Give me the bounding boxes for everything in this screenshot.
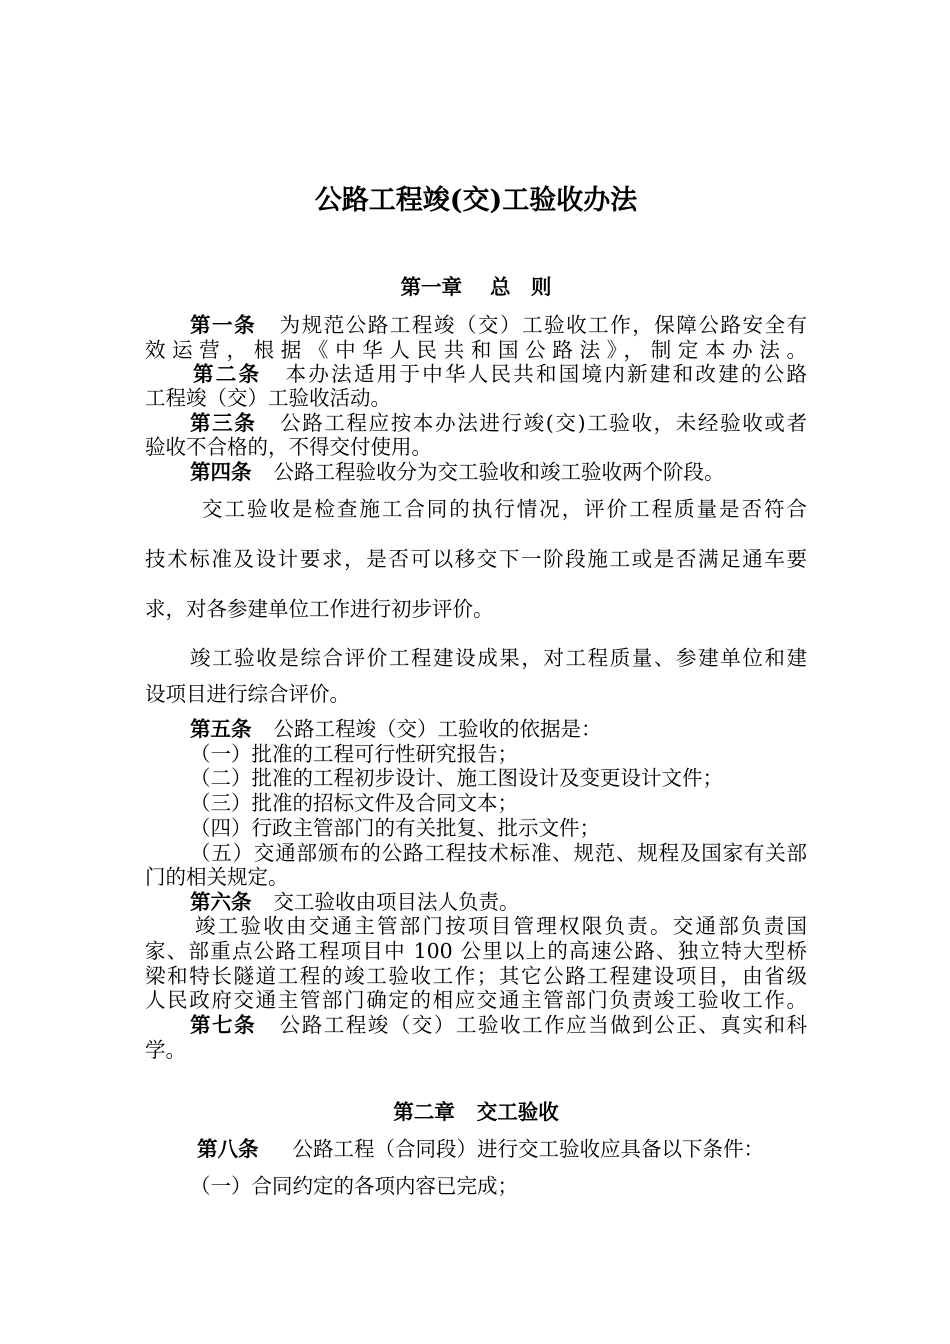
article-3-line-2: 验收不合格的，不得交付使用。 xyxy=(145,435,432,459)
chapter-2-name: 交工验收 xyxy=(476,1100,559,1124)
article-7-line-2: 学。 xyxy=(145,1038,186,1062)
chapter-2-heading xyxy=(145,1099,807,1125)
article-4-para-1-line-3: 求，对各参建单位工作进行初步评价。 xyxy=(145,597,494,621)
article-2-label: 第二条 xyxy=(193,362,262,386)
article-3-line-1: 第三条 公路工程应按本办法进行竣(交)工验收，未经验收或者 xyxy=(190,411,807,435)
article-4-line-1: 第四条 公路工程验收分为交工验收和竣工验收两个阶段。 xyxy=(190,460,725,484)
article-4-para-1-line-2: 技术标准及设计要求，是否可以移交下一阶段施工或是否满足通车要 xyxy=(145,547,807,571)
article-7-line-1: 第七条 公路工程竣（交）工验收工作应当做到公正、真实和科 xyxy=(190,1013,807,1037)
article-6-para-line-2: 家、部重点公路工程项目中 100 公里以上的高速公路、独立特大型桥 xyxy=(145,939,807,963)
article-6-para-line-4: 人民政府交通主管部门确定的相应交通主管部门负责竣工验收工作。 xyxy=(145,988,807,1012)
chapter-1-heading xyxy=(145,274,807,300)
article-1-label: 第一条 xyxy=(190,313,257,337)
article-2-line-1: 第二条 本办法适用于中华人民共和国境内新建和改建的公路 xyxy=(193,362,807,386)
article-1-line-1: 第一条 为规范公路工程竣（交）工验收工作，保障公路安全有 xyxy=(190,313,807,337)
article-4-para-2-line-2: 设项目进行综合评价。 xyxy=(145,682,350,706)
article-6-para-line-3: 梁和特长隧道工程的竣工验收工作；其它公路工程建设项目，由省级 xyxy=(145,964,807,988)
article-5-line-1: 第五条 公路工程竣（交）工验收的依据是： xyxy=(190,717,602,741)
article-5-item-1: （一）批准的工程可行性研究报告； xyxy=(190,742,518,766)
document-title: 公路工程竣(交)工验收办法 xyxy=(314,185,638,216)
article-8-line-1: 第八条 公路工程（合同段）进行交工验收应具备以下条件： xyxy=(197,1137,764,1161)
article-7-label: 第七条 xyxy=(190,1013,257,1037)
article-5-item-3: （三）批准的招标文件及合同文本； xyxy=(190,791,518,815)
article-3-label: 第三条 xyxy=(190,411,257,435)
article-4-label: 第四条 xyxy=(190,460,252,484)
article-5-item-2: （二）批准的工程初步设计、施工图设计及变更设计文件； xyxy=(190,766,723,790)
article-5-item-5: （五）交通部颁布的公路工程技术标准、规范、规程及国家有关部 xyxy=(190,841,807,865)
chapter-1-label: 第一章 xyxy=(400,275,462,299)
article-1-line-2: 效运营，根据《中华人民共和国公路法》，制定本办法。 xyxy=(145,338,807,362)
article-6-label: 第六条 xyxy=(190,890,252,914)
article-5-item-4: （四）行政主管部门的有关批复、批示文件； xyxy=(190,816,600,840)
article-2-line-2: 工程竣（交）工验收活动。 xyxy=(145,386,391,410)
article-4-para-2-line-1: 竣工验收是综合评价工程建设成果，对工程质量、参建单位和建 xyxy=(190,646,807,670)
article-5-label: 第五条 xyxy=(190,717,252,741)
article-8-item-1: （一）合同约定的各项内容已完成； xyxy=(190,1174,518,1198)
article-5-item-5-continued: 门的相关规定。 xyxy=(145,865,289,889)
article-4-para-1-line-1: 交工验收是检查施工合同的执行情况，评价工程质量是否符合 xyxy=(202,497,807,521)
article-6-para-line-1: 竣工验收由交通主管部门按项目管理权限负责。交通部负责国 xyxy=(195,914,807,938)
article-8-label: 第八条 xyxy=(197,1137,259,1161)
chapter-2-label: 第二章 xyxy=(393,1100,455,1124)
chapter-1-name: 总 则 xyxy=(490,275,552,299)
article-6-line-1: 第六条 交工验收由项目法人负责。 xyxy=(190,890,520,914)
